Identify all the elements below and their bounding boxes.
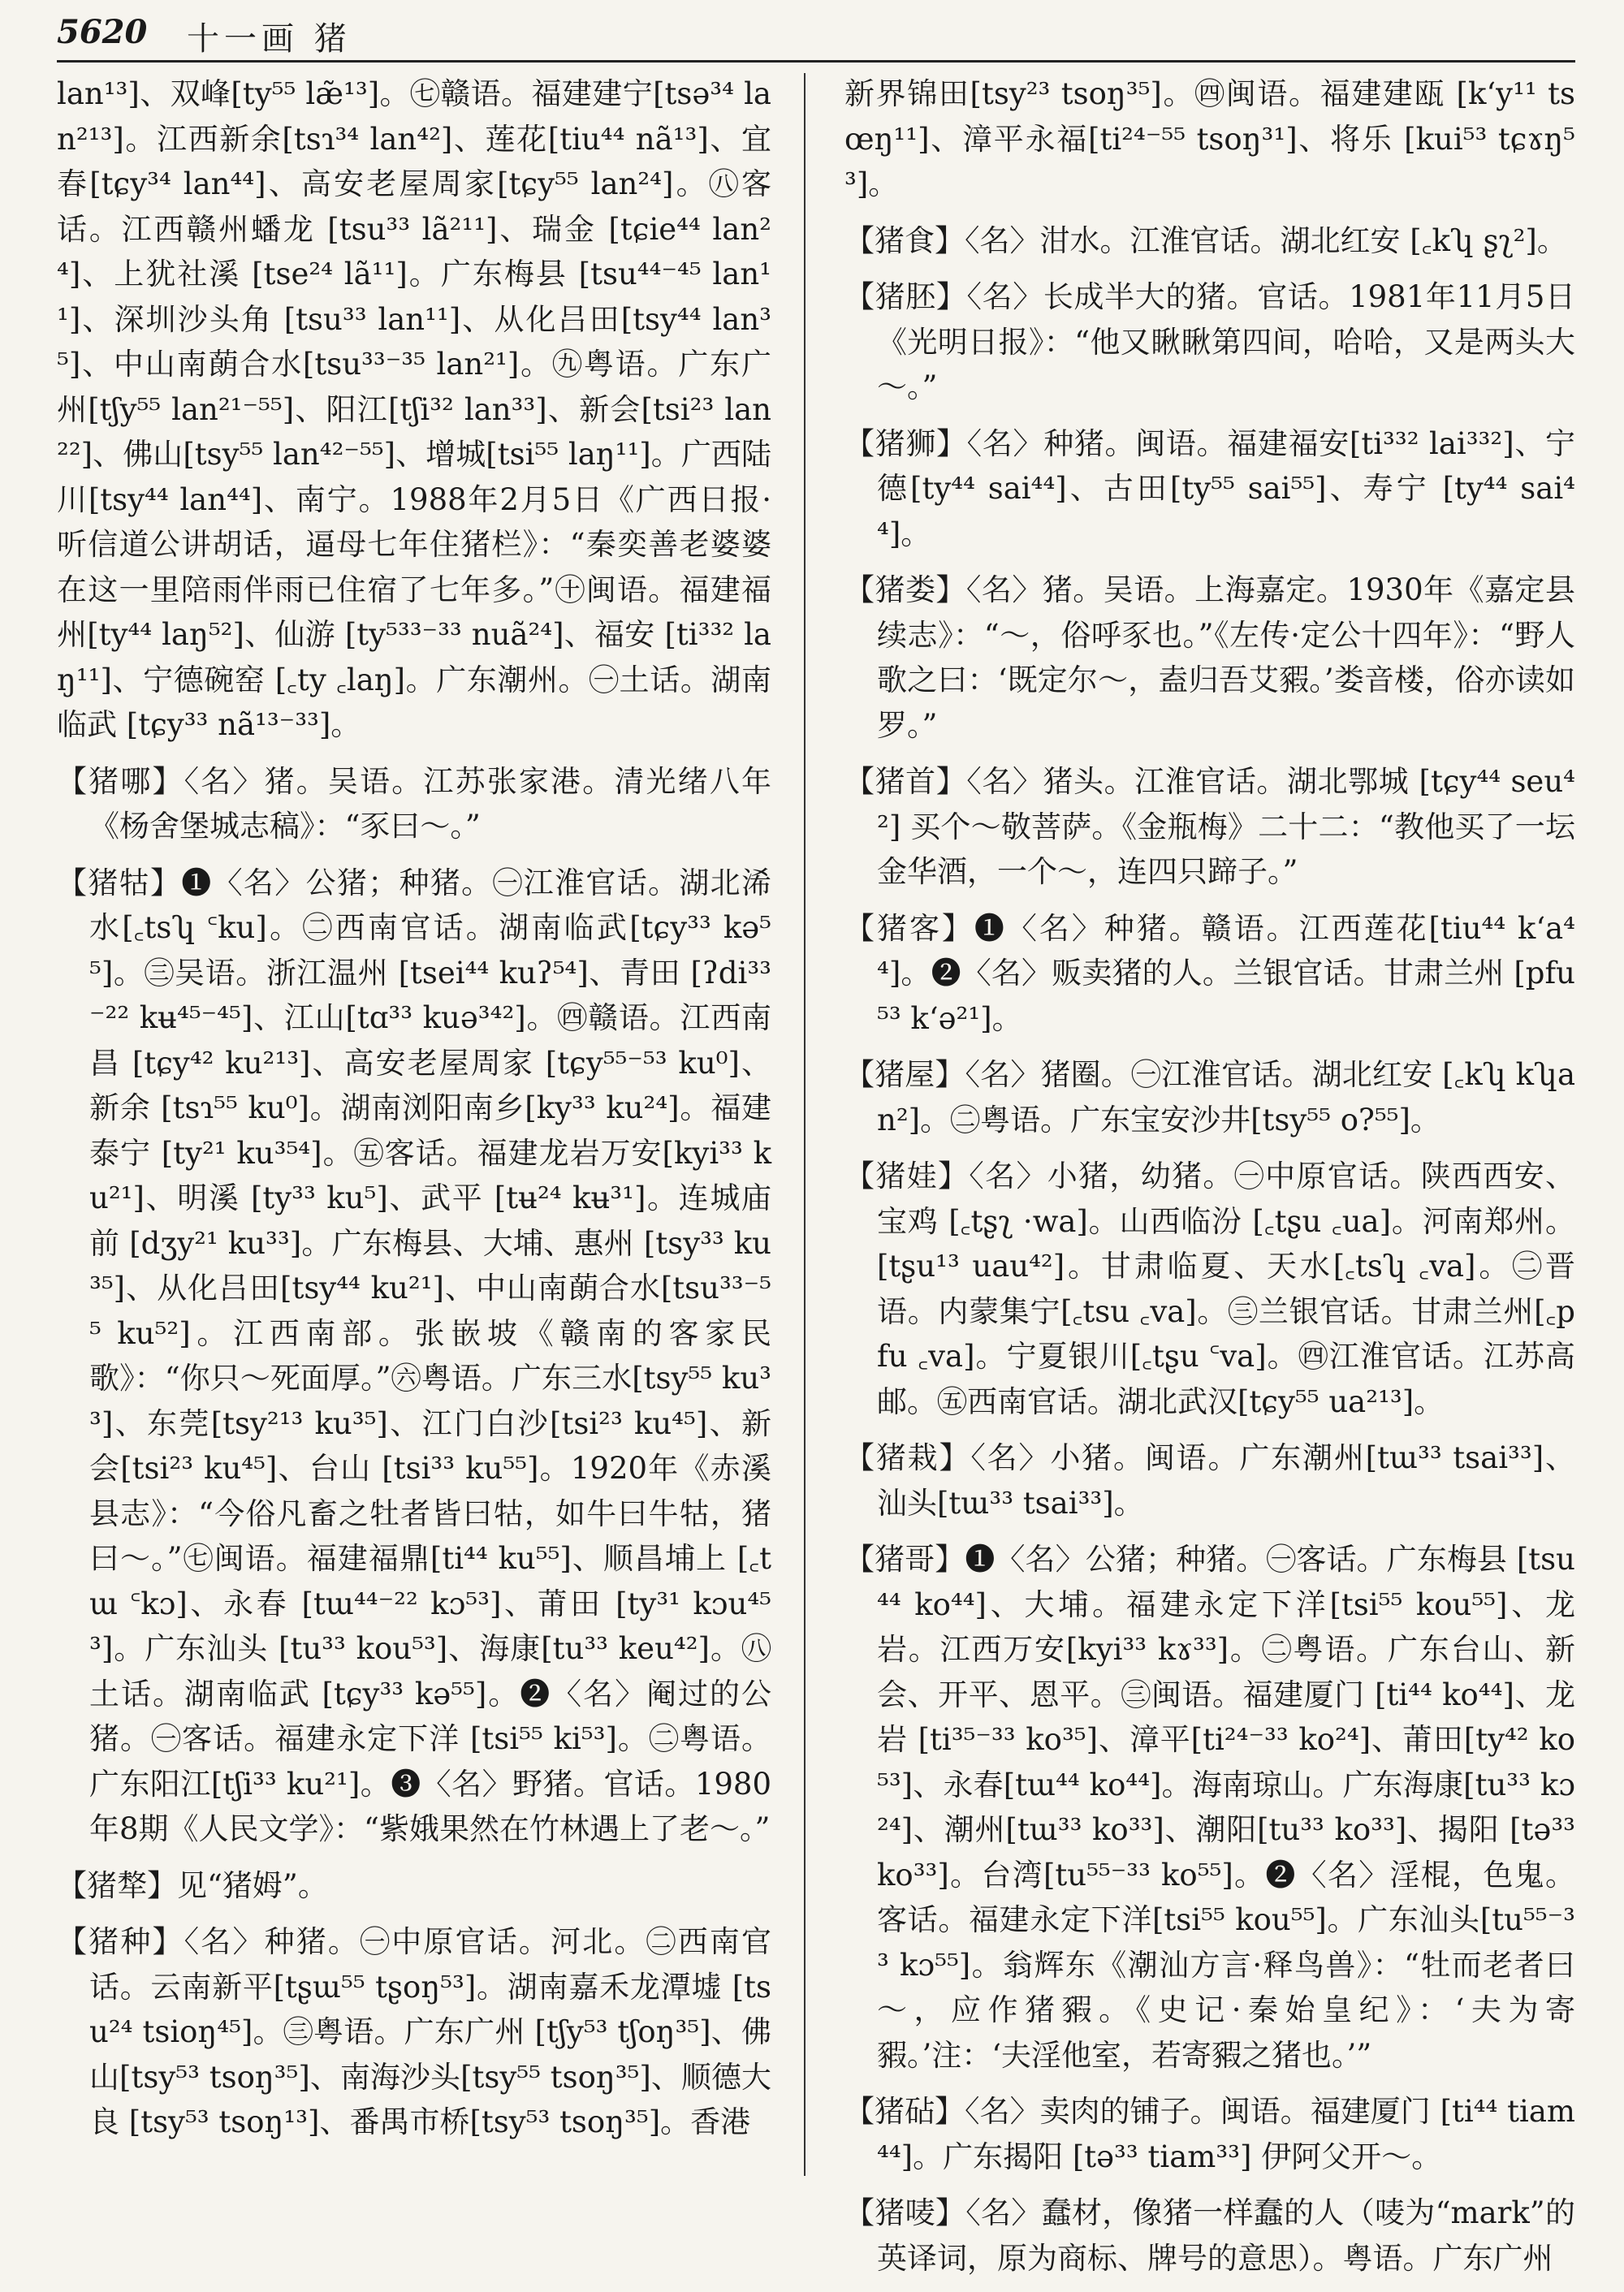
entry-zhu-shi: 【猪食】〈名〉泔水。江淮官话。湖北红安 [꜀kʮ ʂʅ²]。: [844, 222, 1567, 258]
entry-zhu-pei: 【猪胚】〈名〉长成半大的猪。官话。1981年11月5日《光明日报》：“他又瞅瞅第四间，哈哈，又是两头大～。”: [844, 279, 1575, 404]
entry-zhu-zhong: 【猪种】〈名〉种猪。㊀中原官话。河北。㊁西南官话。云南新平[tʂɯ⁵⁵ tʂoŋ⁵³]。湖南嘉禾龙潭墟 [tsu²⁴ tsioŋ⁴⁵]。㊂粤语。广东广州 [tʃy⁵³ tʃoŋ³⁵]、佛山[tsy⁵³ tsoŋ³⁵]、南海沙头[tsy⁵⁵ tsoŋ³⁵]、顺德大良 [tsy⁵³ tsoŋ¹³]、番禺市桥[tsy⁵³ tsoŋ³⁵]。香港: [57, 1924, 771, 2139]
entry-zhu-ge: 【猪哥】❶〈名〉公猪；种猪。㊀客话。广东梅县 [tsu⁴⁴ ko⁴⁴]、大埔。福建永定下洋[tsi⁵⁵ kou⁵⁵]、龙岩。江西万安[kyi³³ kɤ³³]。㊁粤语。广东台山、新会、开平、恩平。㊂闽语。福建厦门 [ti⁴⁴ ko⁴⁴]、龙岩 [ti³⁵⁻³³ ko³⁵]、漳平[ti²⁴⁻³³ ko²⁴]、莆田[ty⁴² ko⁵³]、永春[tɯ⁴⁴ ko⁴⁴]。海南琼山。广东海康[tu³³ kɔ²⁴]、潮州[tɯ³³ ko³³]、潮阳[tu³³ ko³³]、揭阳 [tə³³ ko³³]。台湾[tu⁵⁵⁻³³ ko⁵⁵]。❷〈名〉淫棍，色鬼。客话。福建永定下洋[tsi⁵⁵ kou⁵⁵]。广东汕头[tu⁵⁵⁻³³ kɔ⁵⁵]。翁辉东《潮汕方言·释鸟兽》：“牡而老者曰～，应作猪豭。《史记·秦始皇纪》：‘夫为寄豭。’注：‘夫淫他室，若寄豭之猪也。’”: [844, 1542, 1575, 2073]
column-divider: [804, 73, 806, 2176]
entry-zhu-zai: 【猪栽】〈名〉小猪。闽语。广东潮州[tɯ³³ tsai³³]、汕头[tɯ³³ tsai³³]。: [844, 1440, 1575, 1521]
entry-zhu-ke: 【猪客】❶〈名〉种猪。赣语。江西莲花[tiu⁴⁴ k‘a⁴⁴]。❷〈名〉贩卖猪的人。兰银官话。甘肃兰州 [pfu⁵³ k‘ə²¹]。: [844, 910, 1575, 1036]
entry-continuation: lan¹³]、双峰[ty⁵⁵ læ̃¹³]。㊆赣语。福建建宁[tsə³⁴ lan²¹³]。江西新余[tsɿ³⁴ lan⁴²]、莲花[tiu⁴⁴ nã¹³]、宜春[tɕy³⁴ lan⁴⁴]、高安老屋周家[tɕy⁵⁵ lan²⁴]。㊇客话。江西赣州蟠龙 [tsu³³ lã²¹¹]、瑞金 [tɕie⁴⁴ lan²⁴]、上犹社溪 [tse²⁴ lã¹¹]。广东梅县 [tsu⁴⁴⁻⁴⁵ lan¹¹]、深圳沙头角 [tsu³³ lan¹¹]、从化吕田[tsy⁴⁴ lan³⁵]、中山南蓢合水[tsu³³⁻³⁵ lan²¹]。㊈粤语。广东广州[tʃy⁵⁵ lan²¹⁻⁵⁵]、阳江[tʃi³² lan³³]、新会[tsi²³ lan²²]、佛山[tsy⁵⁵ lan⁴²⁻⁵⁵]、增城[tsi⁵⁵ laŋ¹¹]。广西陆川[tsy⁴⁴ lan⁴⁴]、南宁。1988年2月5日《广西日报·听信道公讲胡话，逼母七年住猪栏》：“秦奕善老婆婆在这一里陪雨伴雨已住宿了七年多。”㊉闽语。福建福州[ty⁴⁴ laŋ⁵²]、仙游 [ty⁵³³⁻³³ nuã²⁴]、福安 [ti³³² laŋ¹¹]、宁德碗窑 [꜀ty ꜀laŋ]。广东潮州。㊀土话。湖南临武 [tɕy³³ nã¹³⁻³³]。: [57, 76, 771, 742]
page-number: 5620: [57, 13, 148, 51]
entry-zhu-mai: 【猪唛】〈名〉蠢材，像猪一样蠢的人（唛为“mark”的英译词，原为商标、牌号的意思）。粤语。广东广州: [844, 2195, 1575, 2276]
entry-zhu-wa: 【猪娃】〈名〉小猪，幼猪。㊀中原官话。陕西西安、宝鸡 [꜀tʂʅ ·wa]。山西临汾 [꜀tʂu ꜀ua]。河南郑州。[tʂu¹³ uau⁴²]。甘肃临夏、天水[꜀tsʮ ꜀va]。㊁晋语。内蒙集宁[꜀tsu ꜀va]。㊂兰银官话。甘肃兰州[꜀pfu ꜀va]。宁夏银川[꜀tʂu ꜂va]。㊃江淮官话。江苏高邮。㊄西南官话。湖北武汉[tɕy⁵⁵ ua²¹³]。: [844, 1159, 1575, 1419]
entry-zhu-gu: 【猪牯】❶〈名〉公猪；种猪。㊀江淮官话。湖北浠水[꜀tsʮ ꜂ku]。㊁西南官话。湖南临武[tɕy³³ kə⁵⁵]。㊂吴语。浙江温州 [tsei⁴⁴ kuʔ⁵⁴]、青田 [ʔdi³³⁻²² kʉ⁴⁵⁻⁴⁵]、江山[tɑ³³ kuə³⁴²]。㊃赣语。江西南昌 [tɕy⁴² ku²¹³]、高安老屋周家 [tɕy⁵⁵⁻⁵³ ku⁰]、新余 [tsɿ⁵⁵ ku⁰]。湖南浏阳南乡[ky³³ ku²⁴]。福建泰宁 [ty²¹ ku³⁵⁴]。㊄客话。福建龙岩万安[kyi³³ ku²¹]、明溪 [ty³³ ku⁵]、武平 [tʉ²⁴ kʉ³¹]。连城庙前 [dʒy²¹ ku³³]。广东梅县、大埔、惠州 [tsy³³ ku³⁵]、从化吕田[tsy⁴⁴ ku²¹]、中山南蓢合水[tsu³³⁻⁵⁵ ku⁵²]。江西南部。张嵌坡《赣南的客家民歌》：“你只～死面厚。”㊅粤语。广东三水[tsy⁵⁵ ku³³]、东莞[tsy²¹³ ku³⁵]、江门白沙[tsi²³ ku⁴⁵]、新会[tsi²³ ku⁴⁵]、台山 [tsi³³ ku⁵⁵]。1920年《赤溪县志》：“今俗凡畜之牡者皆曰牯，如牛曰牛牯，猪曰～。”㊆闽语。福建福鼎[ti⁴⁴ ku⁵⁵]、顺昌埔上 [꜀tɯ ꜂kɔ]、永春 [tɯ⁴⁴⁻²² kɔ⁵³]、莆田 [ty³¹ kɔu⁴⁵³]。广东汕头 [tu³³ kou⁵³]、海康[tu³³ keu⁴²]。㊇土话。湖南临武 [tɕy³³ kə⁵⁵]。❷〈名〉阉过的公猪。㊀客话。福建永定下洋 [tsi⁵⁵ ki⁵³]。㊁粤语。广东阳江[tʃi³³ ku²¹]。❸〈名〉野猪。官话。1980年8期《人民文学》：“紫娥果然在竹林遇上了老～。”: [57, 865, 771, 1846]
section-title: 十一画 猪: [187, 20, 352, 58]
entry-zhu-shou: 【猪首】〈名〉猪头。江淮官话。湖北鄂城 [tɕy⁴⁴ seu⁴²] 买个～敬菩萨。《金瓶梅》二十二：“教他买了一坛金华酒，一个～，连四只蹄子。”: [844, 764, 1575, 889]
entry-zhu-wu: 【猪屋】〈名〉猪圈。㊀江淮官话。湖北红安 [꜀kʮ kʮan²]。㊁粤语。广东宝安沙井[tsy⁵⁵ o?⁵⁵]。: [844, 1057, 1575, 1137]
entry-zhu-lou: 【猪娄】〈名〉猪。吴语。上海嘉定。1930年《嘉定县续志》：“～，俗呼豕也。”《左传·定公十四年》：“野人歌之曰：‘既定尔～，盍归吾艾豭。’娄音楼，俗亦读如罗。”: [844, 572, 1575, 743]
entry-zhu-zhen: 【猪砧】〈名〉卖肉的铺子。闽语。福建厦门 [ti⁴⁴ tiam⁴⁴]。广东揭阳 [tə³³ tiam³³] 伊阿父开～。: [844, 2094, 1575, 2174]
entry-continuation: 新界锦田[tsy²³ tsoŋ³⁵]。㊃闽语。福建建瓯 [k‘y¹¹ tsœŋ¹¹]、漳平永福[ti²⁴⁻⁵⁵ tsoŋ³¹]、将乐 [kui⁵³ tɕɤŋ⁵³]。: [844, 76, 1575, 201]
entry-zhu-na: 【猪哪】〈名〉猪。吴语。江苏张家港。清光绪八年《杨舍堡城志稿》：“豕曰～。”: [57, 763, 771, 844]
entry-zhu-shi-lion: 【猪狮】〈名〉种猪。闽语。福建福安[ti³³² lai³³²]、宁德[ty⁴⁴ sai⁴⁴]、古田[ty⁵⁵ sai⁵⁵]、寿宁 [ty⁴⁴ sai⁴⁴]。: [844, 425, 1575, 551]
entry-zhu-mu: 【猪㹈】见“猪姆”。: [57, 1867, 328, 1903]
left-column: [57, 71, 771, 2156]
page-header: [57, 10, 1575, 63]
right-column: [844, 71, 1575, 2292]
